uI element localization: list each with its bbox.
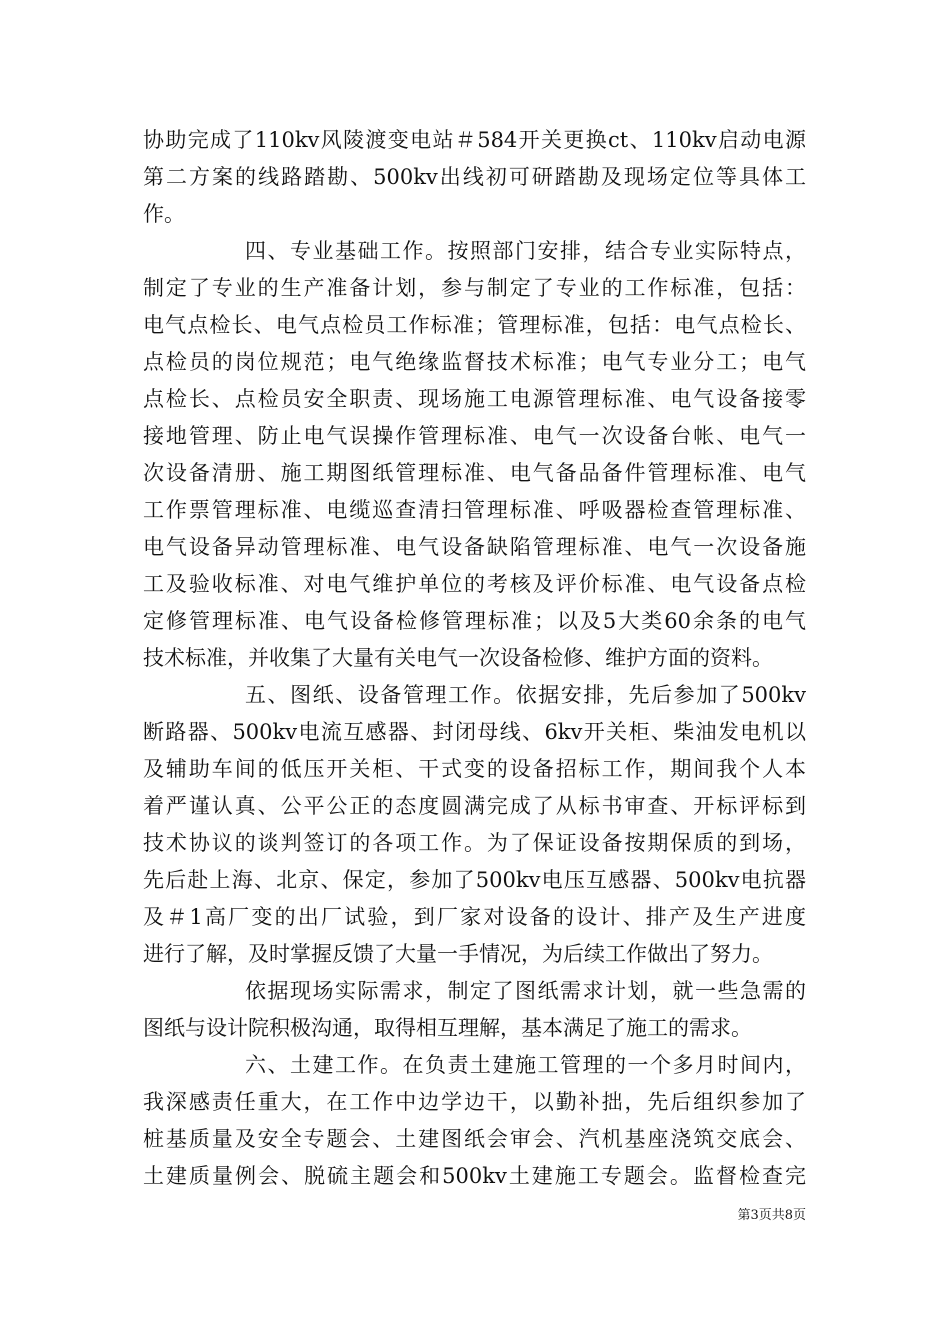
text-line: 电气点检长、电气点检员工作标准；管理标准，包括：电气点检长、 (143, 313, 806, 337)
text-line: 技术协议的谈判签订的各项工作。为了保证设备按期保质的到场， (143, 831, 806, 855)
text-line: 土建质量例会、脱硫主题会和500kv土建施工专题会。监督检查完 (143, 1164, 806, 1188)
text-line: 及辅助车间的低压开关柜、干式变的设备招标工作，期间我个人本 (143, 757, 806, 781)
text-line: 接地管理、防止电气误操作管理标准、电气一次设备台帐、电气一 (143, 424, 806, 448)
text-line: 技术标准，并收集了大量有关电气一次设备检修、维护方面的资料。 (143, 646, 773, 670)
text-line: 定修管理标准、电气设备检修管理标准；以及5大类60余条的电气 (143, 609, 806, 633)
text-line: 四、专业基础工作。按照部门安排，结合专业实际特点， (245, 239, 806, 263)
text-line: 进行了解，及时掌握反馈了大量一手情况，为后续工作做出了努力。 (143, 942, 773, 966)
text-line: 断路器、500kv电流互感器、封闭母线、6kv开关柜、柴油发电机以 (143, 720, 806, 744)
text-line: 点检长、点检员安全职责、现场施工电源管理标准、电气设备接零 (143, 387, 806, 411)
text-line: 点检员的岗位规范；电气绝缘监督技术标准；电气专业分工；电气 (143, 350, 806, 374)
document-body (143, 122, 806, 1195)
text-line: 桩基质量及安全专题会、土建图纸会审会、汽机基座浇筑交底会、 (143, 1127, 806, 1151)
text-line: 工作票管理标准、电缆巡查清扫管理标准、呼吸器检查管理标准、 (143, 498, 806, 522)
text-line: 次设备清册、施工期图纸管理标准、电气备品备件管理标准、电气 (143, 461, 806, 485)
text-line: 我深感责任重大，在工作中边学边干，以勤补拙，先后组织参加了 (143, 1090, 806, 1114)
text-line: 制定了专业的生产准备计划，参与制定了专业的工作标准，包括： (143, 276, 806, 300)
text-line: 工及验收标准、对电气维护单位的考核及评价标准、电气设备点检 (143, 572, 806, 596)
text-line: 依据现场实际需求，制定了图纸需求计划，就一些急需的 (245, 979, 806, 1003)
text-line: 第二方案的线路踏勘、500kv出线初可研踏勘及现场定位等具体工 (143, 165, 806, 189)
text-line: 六、土建工作。在负责土建施工管理的一个多月时间内， (245, 1053, 806, 1077)
text-line: 五、图纸、设备管理工作。依据安排，先后参加了500kv (245, 683, 806, 707)
page-number: 第3页共8页 (737, 1208, 806, 1223)
text-line: 及＃1高厂变的出厂试验，到厂家对设备的设计、排产及生产进度 (143, 905, 806, 929)
text-line: 着严谨认真、公平公正的态度圆满完成了从标书审查、开标评标到 (143, 794, 806, 818)
text-line: 先后赴上海、北京、保定，参加了500kv电压互感器、500kv电抗器 (143, 868, 806, 892)
text-line: 电气设备异动管理标准、电气设备缺陷管理标准、电气一次设备施 (143, 535, 806, 559)
text-line: 作。 (143, 202, 185, 226)
text-line: 图纸与设计院积极沟通，取得相互理解，基本满足了施工的需求。 (143, 1016, 752, 1040)
text-line: 协助完成了110kv风陵渡变电站＃584开关更换ct、110kv启动电源 (143, 128, 806, 152)
